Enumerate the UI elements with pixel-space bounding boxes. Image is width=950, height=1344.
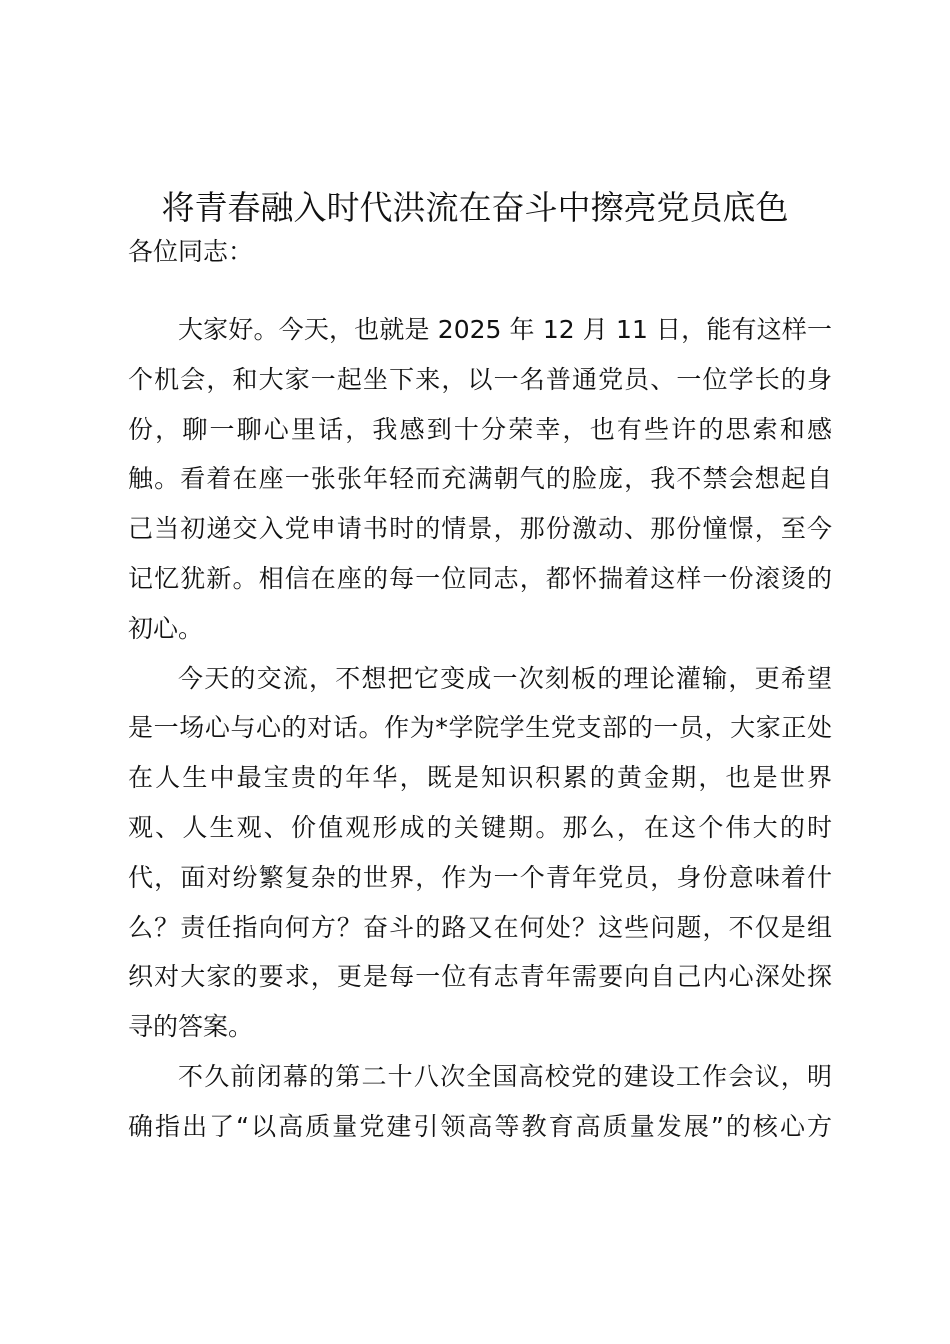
greeting: 各位同志：	[128, 237, 254, 266]
paragraph-line: 代，面对纷繁复杂的世界，作为一个青年党员，身份意味着什	[128, 862, 832, 892]
paragraph	[128, 1052, 832, 1152]
paragraph-line: 今天的交流，不想把它变成一次刻板的理论灌输，更希望	[178, 663, 832, 693]
paragraph-line: 份，聊一聊心里话，我感到十分荣幸，也有些许的思索和感	[128, 414, 832, 444]
paragraph-line: 是一场心与心的对话。作为*学院学生党支部的一员，大家正处	[128, 713, 832, 743]
paragraph-line: 确指出了“以高质量党建引领高等教育高质量发展”的核心方	[128, 1111, 832, 1141]
paragraph-line: 初心。	[128, 613, 204, 643]
paragraph-line: 记忆犹新。相信在座的每一位同志，都怀揣着这样一份滚烫的	[128, 563, 832, 593]
paragraph-line: 织对大家的要求，更是每一位有志青年需要向自己内心深处探	[128, 962, 832, 992]
paragraph-line: 在人生中最宝贵的年华，既是知识积累的黄金期，也是世界	[128, 763, 832, 793]
paragraph	[128, 305, 832, 654]
paragraph	[128, 654, 832, 1052]
paragraph-line: 观、人生观、价值观形成的关键期。那么，在这个伟大的时	[128, 812, 832, 842]
paragraph-line: 大家好。今天，也就是 2025 年 12 月 11 日，能有这样一	[178, 315, 832, 344]
paragraph-line: 么？责任指向何方？奋斗的路又在何处？这些问题，不仅是组	[128, 912, 832, 942]
document-title: 将青春融入时代洪流在奋斗中擦亮党员底色	[161, 188, 789, 227]
paragraph-line: 个机会，和大家一起坐下来，以一名普通党员、一位学长的身	[128, 364, 832, 394]
paragraph-line: 寻的答案。	[128, 1012, 254, 1042]
paragraph-line: 触。看着在座一张张年轻而充满朝气的脸庞，我不禁会想起自	[128, 464, 832, 494]
paragraph-line: 不久前闭幕的第二十八次全国高校党的建设工作会议，明	[178, 1061, 832, 1091]
document-body	[128, 305, 832, 1152]
paragraph-line: 己当初递交入党申请书时的情景，那份激动、那份憧憬，至今	[128, 514, 832, 544]
